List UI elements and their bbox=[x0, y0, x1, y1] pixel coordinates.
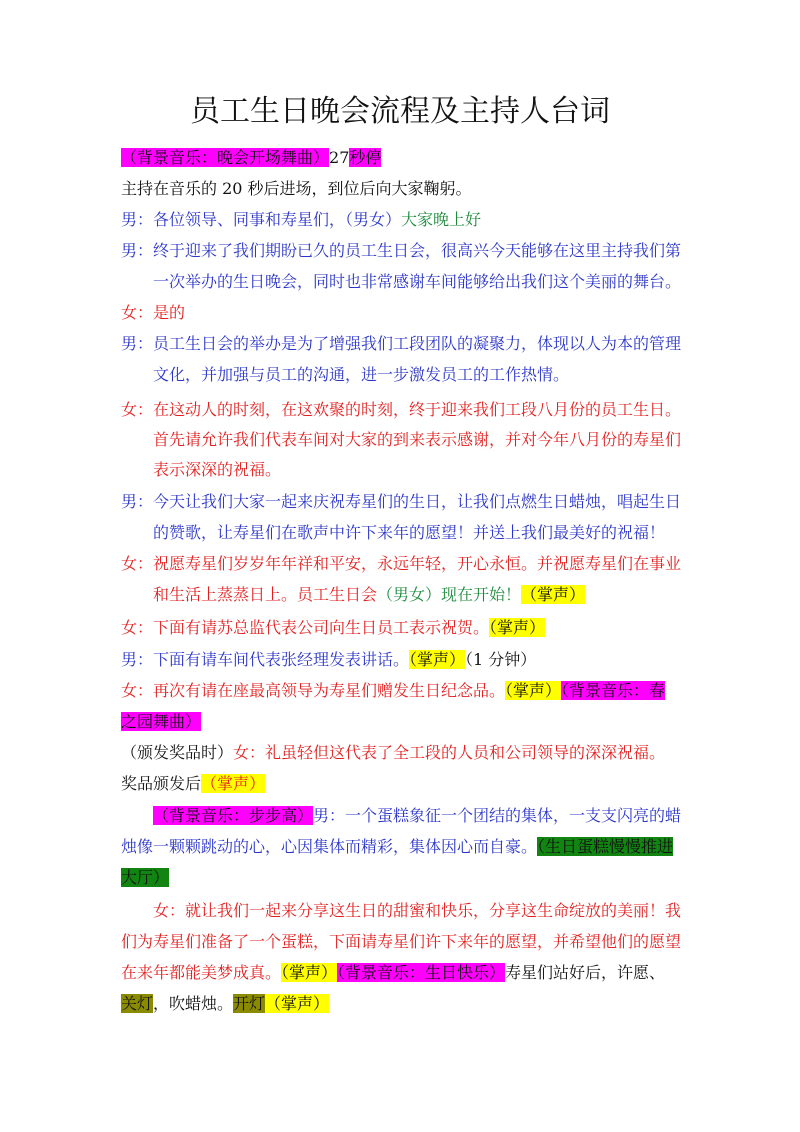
document-title: 员工生日晚会流程及主持人台词 bbox=[190, 94, 610, 129]
applause-cue: （掌声） bbox=[281, 963, 338, 982]
lights-off-cue: 关灯 bbox=[121, 994, 154, 1013]
script-line bbox=[153, 579, 713, 610]
script-line bbox=[121, 831, 681, 862]
line-text: 女：再次有请在座最高领导为寿星们赠发生日纪念品。 bbox=[121, 681, 506, 700]
music-cue: （背景音乐：春 bbox=[561, 681, 666, 700]
applause-cue: （掌声） bbox=[409, 650, 466, 669]
script-line bbox=[121, 142, 681, 173]
script-line: 一次举办的生日晚会，同时也非常感谢车间能够给出我们这个美丽的舞台。 bbox=[153, 272, 682, 291]
script-line: 表示深深的祝福。 bbox=[153, 460, 282, 479]
seconds-value: 27 bbox=[329, 148, 350, 167]
line-text-green: （男女）现在开始！ bbox=[377, 585, 522, 604]
stage-cue: 大厅） bbox=[121, 868, 170, 887]
script-line: 女：就让我们一起来分享这生日的甜蜜和快乐，分享这生命绽放的美丽！我 bbox=[153, 901, 682, 920]
script-line: 女：祝愿寿星们岁岁年年祥和平安，永远年轻，开心永恒。并祝愿寿星们在事业 bbox=[121, 554, 682, 573]
script-line: 主持在音乐的 20 秒后进场，到位后向大家鞠躬。 bbox=[121, 179, 472, 198]
line-text: 男：各位领导、同事和寿星们，（男女） bbox=[121, 210, 402, 229]
script-line bbox=[121, 862, 681, 893]
script-line bbox=[121, 675, 681, 706]
script-line bbox=[121, 644, 681, 675]
script-line: 文化，并加强与员工的沟通，进一步激发员工的工作热情。 bbox=[153, 365, 570, 384]
script-line bbox=[153, 800, 713, 831]
script-line bbox=[121, 204, 681, 235]
script-line: 女：在这动人的时刻，在这欢聚的时刻，终于迎来我们工段八月份的员工生日。 bbox=[121, 400, 682, 419]
stage-note: 寿星们站好后，许愿、 bbox=[505, 963, 666, 982]
music-cue: 之园舞曲） bbox=[121, 712, 202, 731]
stage-cue: （生日蛋糕慢慢推进 bbox=[537, 837, 674, 856]
duration-note: （1 分钟） bbox=[465, 650, 537, 669]
music-cue: （背景音乐：步步高） bbox=[153, 806, 314, 825]
script-line: 们为寿星们准备了一个蛋糕，下面请寿星们许下来年的愿望，并希望他们的愿望 bbox=[121, 932, 682, 951]
lights-on-cue: 开灯 bbox=[233, 994, 266, 1013]
script-line: 男：终于迎来了我们期盼已久的员工生日会，很高兴今天能够在这里主持我们第 bbox=[121, 241, 682, 260]
music-cue: （背景音乐：生日快乐） bbox=[337, 963, 506, 982]
script-line bbox=[121, 988, 681, 1019]
script-line: 男：员工生日会的举办是为了增强我们工段团队的凝聚力，体现以人为本的管理 bbox=[121, 334, 682, 353]
music-cue: （背景音乐：晚会开场舞曲） bbox=[121, 148, 330, 167]
script-line: 首先请允许我们代表车间对大家的到来表示感谢，并对今年八月份的寿星们 bbox=[153, 430, 682, 449]
script-line: 的赞歌，让寿星们在歌声中许下来年的愿望！并送上我们最美好的祝福！ bbox=[153, 523, 666, 542]
script-line bbox=[121, 706, 681, 737]
line-text: 女：下面有请苏总监代表公司向生日员工表示祝贺。 bbox=[121, 618, 490, 637]
stage-note: ，吹蜡烛。 bbox=[153, 994, 234, 1013]
script-line bbox=[121, 768, 681, 799]
line-text: 女：礼虽轻但这代表了全工段的人员和公司领导的深深祝福。 bbox=[233, 743, 666, 762]
line-text: 烛像一颗颗跳动的心，心因集体而精彩，集体因心而自豪。 bbox=[121, 837, 538, 856]
stage-note: 奖品颁发后 bbox=[121, 774, 202, 793]
line-text-green: 大家晚上好 bbox=[401, 210, 482, 229]
applause-cue: （掌声） bbox=[265, 994, 330, 1013]
applause-cue: （掌声） bbox=[489, 618, 546, 637]
stage-note: （颁发奖品时） bbox=[121, 743, 234, 762]
line-text: 男：一个蛋糕象征一个团结的集体，一支支闪亮的蜡 bbox=[313, 806, 682, 825]
line-text: 在来年都能美梦成真。 bbox=[121, 963, 282, 982]
script-line: 男：今天让我们大家一起来庆祝寿星们的生日，让我们点燃生日蜡烛，唱起生日 bbox=[121, 492, 682, 511]
applause-cue: （掌声） bbox=[201, 774, 266, 793]
script-line bbox=[121, 737, 681, 768]
applause-cue: （掌声） bbox=[521, 585, 586, 604]
script-line: 女：是的 bbox=[121, 303, 186, 322]
stop-cue: 秒停 bbox=[349, 148, 382, 167]
applause-cue: （掌声） bbox=[505, 681, 562, 700]
line-text: 和生活上蒸蒸日上。员工生日会 bbox=[153, 585, 378, 604]
script-line bbox=[121, 957, 681, 988]
line-text: 男：下面有请车间代表张经理发表讲话。 bbox=[121, 650, 410, 669]
script-line bbox=[121, 612, 681, 643]
